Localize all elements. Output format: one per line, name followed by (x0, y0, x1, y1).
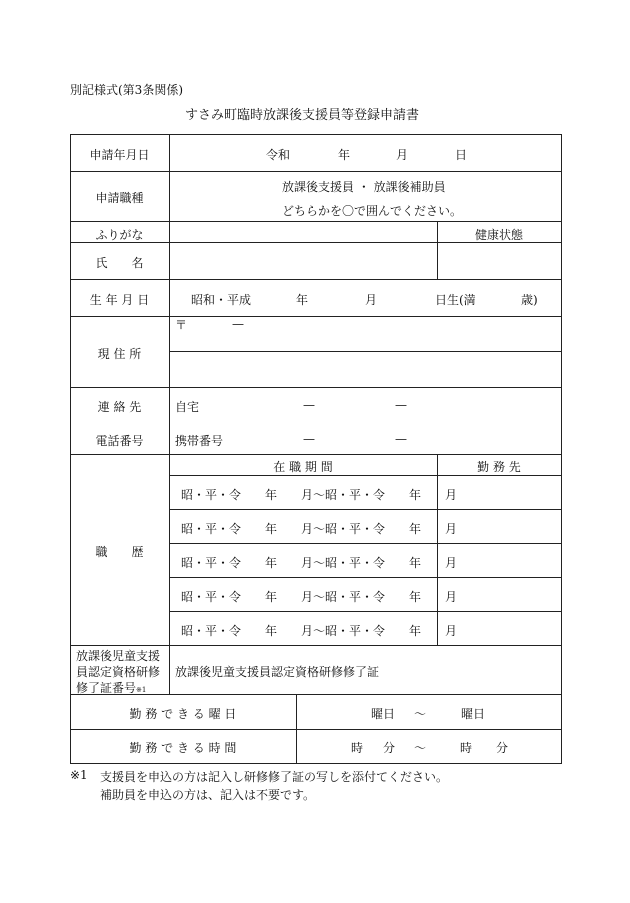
address-input[interactable] (169, 351, 561, 387)
application-date-month: 月 (396, 148, 409, 162)
position-label: 申請職種 (95, 191, 144, 205)
workplace-header: 勤 務 先 (477, 460, 521, 474)
contact-label: 連 絡 先 (97, 400, 142, 414)
footnote-line1: 支援員を申込の方は記入し研修修了証の写しを添付てください。 (100, 770, 449, 784)
workdays-tilde: 〜 (414, 707, 427, 721)
workdays-label: 勤 務 で き る 曜 日 (129, 707, 237, 721)
career-row[interactable]: 昭・平・令 年 月〜昭・平・令 年 月 (181, 488, 458, 502)
worktime-min1: 分 (383, 741, 396, 755)
name-label: 氏 名 (95, 256, 144, 270)
worktime-hour2: 時 (460, 741, 473, 755)
birth-month: 月 (365, 293, 378, 307)
period-header: 在 職 期 間 (273, 460, 333, 474)
mobile-phone-dash-2: — (395, 432, 407, 446)
appendix-label: 別記様式(第3条関係) (70, 83, 183, 97)
phone-label: 電話番号 (95, 434, 144, 448)
application-date-day: 日 (455, 148, 468, 162)
address-label: 現 住 所 (97, 347, 142, 361)
worktime-label: 勤 務 で き る 時 間 (129, 741, 237, 755)
certificate-label-text: 修了証番号 (76, 681, 137, 695)
home-phone-label: 自宅 (175, 400, 200, 414)
position-options[interactable]: 放課後支援員 ・ 放課後補助員 (282, 180, 446, 194)
certificate-label-line1: 放課後児童支援 (76, 649, 161, 663)
health-input[interactable] (437, 242, 561, 279)
birth-year: 年 (296, 293, 309, 307)
certificate-note-mark: ※1 (136, 686, 147, 694)
career-row[interactable]: 昭・平・令 年 月〜昭・平・令 年 月 (181, 556, 458, 570)
career-row[interactable]: 昭・平・令 年 月〜昭・平・令 年 月 (181, 590, 458, 604)
worktime-min2: 分 (496, 741, 509, 755)
name-input[interactable] (169, 242, 437, 279)
career-row[interactable]: 昭・平・令 年 月〜昭・平・令 年 月 (181, 522, 458, 536)
health-label: 健康状態 (474, 228, 523, 242)
application-date-label: 申請年月日 (89, 148, 150, 162)
certificate-label (76, 648, 160, 698)
home-phone-dash-2: — (395, 398, 407, 412)
career-label: 職 歴 (95, 545, 144, 559)
furigana-label: ふりがな (95, 228, 144, 242)
application-date-era: 令和 (266, 148, 291, 162)
mobile-phone-label: 携帯番号 (175, 434, 224, 448)
worktime-hour1: 時 (351, 741, 364, 755)
position-instruction: どちらかを〇で囲んでください。 (282, 204, 463, 218)
worktime-tilde: 〜 (414, 741, 427, 755)
postal-mark: 〒 (175, 318, 188, 332)
birth-day-age: 日生(満 (435, 293, 476, 307)
workdays-day2: 曜日 (461, 707, 486, 721)
certificate-label-line3 (76, 680, 160, 698)
application-date-year: 年 (338, 148, 351, 162)
birth-age-close: 歳) (521, 293, 538, 307)
home-phone-dash-1: — (303, 398, 315, 412)
mobile-phone-dash-1: — (303, 432, 315, 446)
career-row[interactable]: 昭・平・令 年 月〜昭・平・令 年 月 (181, 624, 458, 638)
birth-label: 生 年 月 日 (89, 293, 150, 307)
certificate-label-line2: 員認定資格研修 (76, 665, 161, 679)
form-title: すさみ町臨時放課後支援員等登録申請書 (185, 108, 420, 123)
postal-dash: — (232, 317, 244, 331)
furigana-input[interactable] (169, 221, 437, 242)
workdays-day1: 曜日 (371, 707, 396, 721)
birth-era: 昭和・平成 (191, 293, 252, 307)
footnote-mark: ※1 (70, 768, 88, 782)
footnote-line2: 補助員を申込の方は、記入は不要です。 (100, 788, 316, 802)
certificate-value: 放課後児童支援員認定資格研修修了証 (175, 665, 380, 679)
